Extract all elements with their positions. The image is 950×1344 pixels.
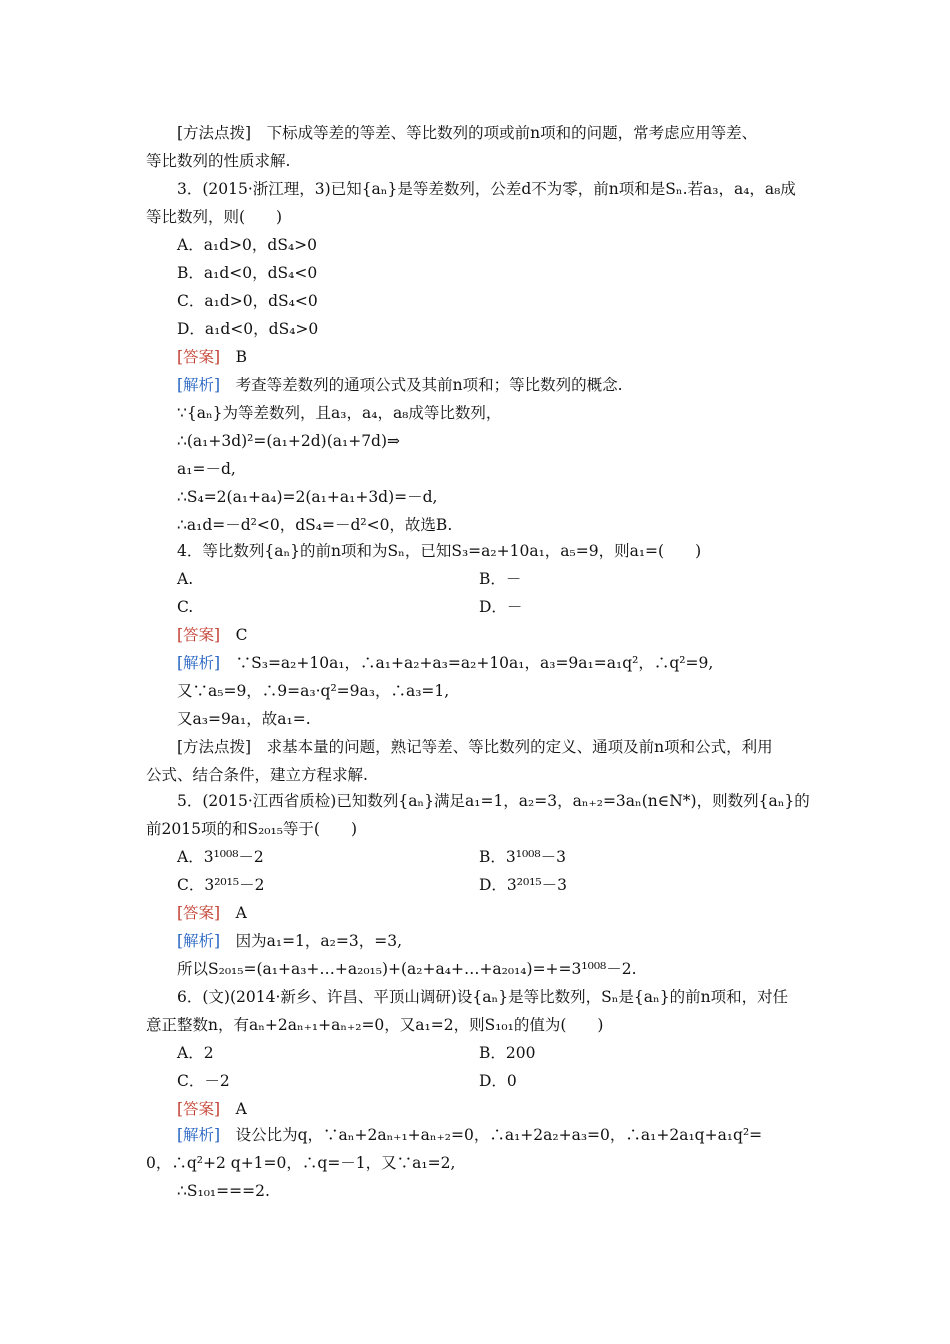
text-line: 又∵a₅=9，∴9=a₃·q²=9a₃，∴a₃=1,	[177, 682, 450, 700]
text-line: 前2015项的和S₂₀₁₅等于( )	[146, 820, 358, 838]
options-row	[177, 846, 877, 868]
analysis-text: ∵S₃=a₂+10a₁，∴a₁+a₂+a₃=a₂+10a₁，a₃=9a₁=a₁q²，∴q²=9,	[220, 654, 714, 672]
text-line: ∴S₁₀₁===2.	[177, 1182, 270, 1200]
analysis-text: 设公比为q，∵aₙ+2aₙ₊₁+aₙ₊₂=0，∴a₁+2a₂+a₃=0，∴a₁+2a₁q+a₁q²=	[220, 1126, 763, 1144]
answer-value: B	[220, 348, 247, 366]
options-row	[177, 568, 877, 590]
option-a: A．3¹⁰⁰⁸－2	[177, 848, 264, 866]
text-line: ∴(a₁+3d)²=(a₁+2d)(a₁+7d)⇒	[177, 432, 401, 450]
text-line: 所以S₂₀₁₅=(a₁+a₃+…+a₂₀₁₅)+(a₂+a₄+…+a₂₀₁₄)=+=3¹⁰⁰⁸－2.	[177, 960, 637, 978]
option-b: B．－	[479, 570, 522, 588]
question-6-line: 6．(文)(2014·新乡、许昌、平顶山调研)设{aₙ}是等比数列，Sₙ是{aₙ}的前n项和，对任	[177, 988, 789, 1006]
analysis-text: 考查等差数列的通项公式及其前n项和；等比数列的概念.	[220, 376, 623, 394]
analysis-line	[177, 374, 623, 396]
answer-tag: [答案]	[177, 348, 221, 366]
text-line: 等比数列的性质求解.	[146, 152, 291, 170]
answer-value: A	[220, 1100, 247, 1118]
option-c: C．a₁d>0，dS₄<0	[177, 292, 318, 310]
analysis-text: 因为a₁=1，a₂=3，=3,	[220, 932, 402, 950]
answer-line	[177, 902, 247, 924]
option-d: D．a₁d<0，dS₄>0	[177, 320, 319, 338]
options-row	[177, 1042, 877, 1064]
option-a: A．2	[177, 1044, 214, 1062]
method-tip-line: [方法点拨] 下标成等差的等差、等比数列的项或前n项和的问题，常考虑应用等差、	[177, 124, 758, 142]
answer-tag: [答案]	[177, 626, 221, 644]
analysis-tag: [解析]	[177, 1126, 221, 1144]
answer-line	[177, 1098, 247, 1120]
option-d: D．0	[479, 1072, 517, 1090]
answer-value: C	[220, 626, 248, 644]
analysis-line	[177, 930, 402, 952]
option-c: C．3²⁰¹⁵－2	[177, 876, 265, 894]
text-line: 等比数列，则( )	[146, 208, 283, 226]
answer-line	[177, 346, 247, 368]
option-c: C．－2	[177, 1072, 230, 1090]
option-d: D．－	[479, 598, 523, 616]
options-row	[177, 596, 877, 618]
analysis-tag: [解析]	[177, 654, 221, 672]
method-tip-line: [方法点拨] 求基本量的问题，熟记等差、等比数列的定义、通项及前n项和公式，利用	[177, 738, 773, 756]
text-line: ∴a₁d=－d²<0，dS₄=－d²<0，故选B.	[177, 516, 453, 534]
answer-tag: [答案]	[177, 904, 221, 922]
text-line: ∴S₄=2(a₁+a₄)=2(a₁+a₁+3d)=－d,	[177, 488, 438, 506]
options-row	[177, 1070, 877, 1092]
option-b: B．a₁d<0，dS₄<0	[177, 264, 318, 282]
question-5-line: 5．(2015·江西省质检)已知数列{aₙ}满足a₁=1，a₂=3，aₙ₊₂=3aₙ(n∈N*)，则数列{aₙ}的	[177, 792, 810, 810]
analysis-line	[177, 652, 713, 674]
option-c: C.	[177, 598, 194, 616]
text-line: ∵{aₙ}为等差数列，且a₃，a₄，a₈成等比数列，	[177, 404, 502, 422]
option-b: B．200	[479, 1044, 536, 1062]
option-a: A.	[177, 570, 194, 588]
analysis-tag: [解析]	[177, 932, 221, 950]
answer-value: A	[220, 904, 247, 922]
question-4-line: 4．等比数列{aₙ}的前n项和为Sₙ，已知S₃=a₂+10a₁，a₅=9，则a₁=( )	[177, 542, 702, 560]
analysis-tag: [解析]	[177, 376, 221, 394]
question-3-line: 3．(2015·浙江理，3)已知{aₙ}是等差数列，公差d不为零，前n项和是Sₙ.若a₃，a₄，a₈成	[177, 180, 796, 198]
options-row	[177, 874, 877, 896]
text-line: 意正整数n，有aₙ+2aₙ₊₁+aₙ₊₂=0，又a₁=2，则S₁₀₁的值为( )	[146, 1016, 604, 1034]
option-a: A．a₁d>0，dS₄>0	[177, 236, 318, 254]
analysis-line	[177, 1124, 762, 1146]
text-line: a₁=－d,	[177, 460, 236, 478]
text-line: 又a₃=9a₁，故a₁=.	[177, 710, 311, 728]
text-line: 公式、结合条件，建立方程求解.	[146, 766, 368, 784]
option-d: D．3²⁰¹⁵－3	[479, 876, 568, 894]
answer-line	[177, 624, 247, 646]
text-line: 0，∴q²+2 q+1=0，∴q=－1，又∵a₁=2,	[146, 1154, 456, 1172]
option-b: B．3¹⁰⁰⁸－3	[479, 848, 566, 866]
answer-tag: [答案]	[177, 1100, 221, 1118]
